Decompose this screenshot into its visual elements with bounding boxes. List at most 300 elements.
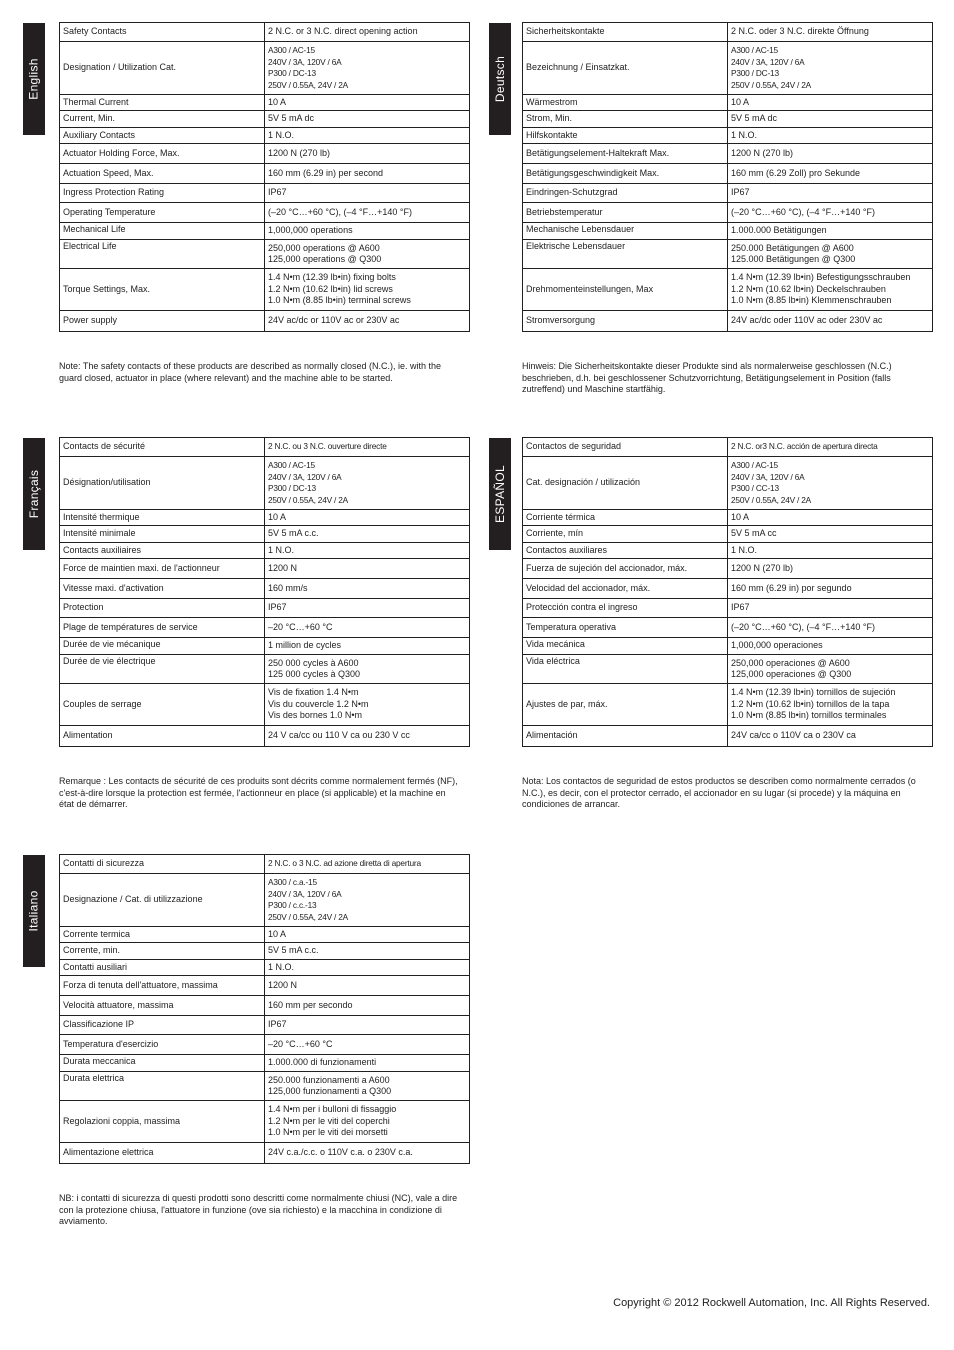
spec-value	[265, 996, 470, 1016]
spec-value-line: 1 N.O.	[268, 961, 295, 972]
spec-value	[265, 874, 470, 927]
table-row	[523, 269, 933, 311]
copyright: Copyright © 2012 Rockwell Automation, Inc. All Rights Reserved.	[613, 1297, 930, 1309]
spec-label: Betriebstemperatur	[523, 203, 728, 223]
spec-value-line: 10 A	[731, 511, 750, 522]
spec-value	[728, 543, 933, 559]
spec-value	[728, 599, 933, 618]
table-row	[523, 599, 933, 618]
spec-label: Couples de serrage	[60, 684, 265, 726]
table-row	[523, 684, 933, 726]
spec-label: Contactos de seguridad	[523, 438, 728, 457]
spec-value-line: Vis des bornes 1.0 N•m	[268, 710, 363, 721]
spec-value	[728, 510, 933, 526]
spec-label: Hilfskontakte	[523, 128, 728, 144]
spec-label: Velocidad del accionador, máx.	[523, 579, 728, 599]
spec-value-line: 125,000 funzionamenti a Q300	[268, 1086, 392, 1096]
spec-label: Vida mecánica	[523, 638, 728, 655]
spec-value-line: 125 000 cycles à Q300	[268, 669, 361, 679]
spec-label: Drehmomenteinstellungen, Max	[523, 269, 728, 311]
spec-value-line: 250V / 0.55A, 24V / 2A	[731, 79, 812, 90]
spec-value	[728, 618, 933, 638]
spec-value-line: 1 N.O.	[268, 129, 295, 140]
spec-value	[265, 1035, 470, 1055]
spec-label: Protección contra el ingreso	[523, 599, 728, 618]
spec-value-line: 160 mm (6.29 in) per second	[268, 167, 384, 178]
spec-table-italiano	[59, 854, 470, 1164]
spec-value-line: Vis du couvercle 1.2 N•m	[268, 698, 369, 709]
spec-value	[728, 128, 933, 144]
spec-value	[728, 579, 933, 599]
spec-label: Betätigungselement-Haltekraft Max.	[523, 144, 728, 164]
spec-value-line: 125,000 operations @ Q300	[268, 254, 382, 264]
spec-value-line: 250.000 Betätigungen @ A600	[731, 242, 854, 253]
spec-table-francais	[59, 437, 470, 747]
spec-value-line: 10 A	[268, 928, 287, 939]
spec-value	[728, 42, 933, 95]
spec-value	[265, 960, 470, 976]
table-row	[523, 23, 933, 42]
spec-value-line: 125.000 Betätigungen @ Q300	[731, 254, 856, 264]
spec-value-line: 2 N.C. o 3 N.C. ad azione diretta di apertura	[268, 858, 421, 869]
spec-value	[265, 543, 470, 559]
spec-value	[728, 144, 933, 164]
spec-label: Temperatura operativa	[523, 618, 728, 638]
spec-value-line: IP67	[268, 1019, 287, 1030]
table-row	[60, 269, 470, 311]
table-row	[60, 976, 470, 996]
spec-label: Wärmestrom	[523, 95, 728, 111]
table-row	[523, 618, 933, 638]
spec-label: Safety Contacts	[60, 23, 265, 42]
spec-value	[265, 128, 470, 144]
note-english: Note: The safety contacts of these products are described as normally closed (N.C.), ie. with the guard closed, actuator in place (where relevant) and the machine able to be started.	[59, 361, 442, 383]
spec-value-line: 1.4 N•m (12.39 lb•in) fixing bolts	[268, 272, 396, 283]
table-row	[60, 996, 470, 1016]
spec-value	[265, 203, 470, 223]
spec-label: Contatti di sicurezza	[60, 855, 265, 874]
spec-label: Alimentazione elettrica	[60, 1143, 265, 1164]
table-row	[523, 726, 933, 747]
spec-value-line: 250 000 cycles à A600	[268, 657, 359, 668]
table-row	[60, 599, 470, 618]
spec-value-line: 240V / 3A, 120V / 6A	[268, 888, 342, 899]
table-row	[60, 559, 470, 579]
spec-value-line: 240V / 3A, 120V / 6A	[268, 471, 342, 482]
spec-label: Forza di tenuta dell'attuatore, massima	[60, 976, 265, 996]
table-row	[523, 526, 933, 543]
spec-label: Corrente termica	[60, 927, 265, 943]
tab-english	[23, 23, 45, 135]
table-row	[60, 1101, 470, 1143]
spec-label: Sicherheitskontakte	[523, 23, 728, 42]
spec-value	[728, 457, 933, 510]
spec-value-line: 1200 N (270 lb)	[731, 562, 794, 573]
spec-value-line: A300 / AC-15	[731, 460, 778, 470]
spec-label: Eindringen-Schutzgrad	[523, 184, 728, 203]
table-row	[523, 543, 933, 559]
table-row	[523, 203, 933, 223]
table-row	[60, 960, 470, 976]
spec-label: Bezeichnung / Einsatzkat.	[523, 42, 728, 95]
table-row	[60, 726, 470, 747]
spec-value-line: 1,000,000 operations	[268, 225, 353, 236]
spec-value-line: 1.000.000 Betätigungen	[731, 225, 827, 236]
spec-value	[728, 559, 933, 579]
spec-value	[265, 438, 470, 457]
spec-table-espanol	[522, 437, 933, 747]
spec-label: Power supply	[60, 311, 265, 332]
spec-value-line: 250.000 funzionamenti a A600	[268, 1074, 390, 1085]
table-row	[523, 128, 933, 144]
spec-value-line: 1200 N	[268, 979, 298, 990]
spec-value	[728, 438, 933, 457]
table-row	[60, 1143, 470, 1164]
table-row	[523, 240, 933, 269]
spec-value	[265, 164, 470, 184]
spec-value	[265, 638, 470, 655]
spec-value-line: 1.4 N•m (12.39 lb•in) Befestigungsschrauben	[731, 272, 911, 283]
spec-value	[728, 111, 933, 128]
spec-value-line: 160 mm per secondo	[268, 999, 353, 1010]
spec-value	[728, 203, 933, 223]
tab-francais	[23, 438, 45, 550]
spec-value-line: IP67	[268, 602, 287, 613]
spec-value-line: 1200 N (270 lb)	[731, 147, 794, 158]
table-row	[60, 95, 470, 111]
spec-label: Torque Settings, Max.	[60, 269, 265, 311]
spec-value	[265, 184, 470, 203]
note-italiano: NB: i contatti di sicurezza di questi prodotti sono descritti come normalmente chiusi (NC), vale a dire con la protezione chiusa, l'attuatore in funzione (ove sia richiesto) e la macchina in condizione di avviamento.	[59, 1193, 458, 1227]
table-row	[523, 638, 933, 655]
spec-value	[265, 726, 470, 747]
spec-label: Velocità attuatore, massima	[60, 996, 265, 1016]
table-row	[60, 638, 470, 655]
spec-value-line: 5V 5 mA c.c.	[268, 528, 319, 539]
table-row	[523, 579, 933, 599]
table-row	[60, 1055, 470, 1072]
tab-label: English	[27, 58, 41, 100]
spec-value-line: –20 °C…+60 °C	[268, 1038, 333, 1049]
tab-deutsch	[489, 23, 511, 135]
spec-value	[728, 95, 933, 111]
spec-value-line: P300 / DC-13	[731, 68, 779, 78]
spec-value-line: 1.000.000 di funzionamenti	[268, 1057, 377, 1068]
table-row	[60, 526, 470, 543]
spec-label: Force de maintien maxi. de l'actionneur	[60, 559, 265, 579]
spec-label: Alimentación	[523, 726, 728, 747]
spec-value	[265, 976, 470, 996]
table-row	[523, 457, 933, 510]
spec-value-line: A300 / c.a.-15	[268, 877, 317, 887]
spec-label: Actuation Speed, Max.	[60, 164, 265, 184]
spec-label: Betätigungsgeschwindigkeit Max.	[523, 164, 728, 184]
spec-value-line: 2 N.C. ou 3 N.C. ouverture directe	[268, 441, 387, 452]
spec-value	[728, 726, 933, 747]
spec-label: Thermal Current	[60, 95, 265, 111]
table-row	[60, 655, 470, 684]
spec-value	[265, 269, 470, 311]
spec-value-line: 240V / 3A, 120V / 6A	[731, 56, 805, 67]
spec-label: Electrical Life	[60, 240, 265, 269]
spec-value-line: 10 A	[268, 511, 287, 522]
spec-value-line: 1.0 N•m (8.85 lb•in) Klemmenschrauben	[731, 295, 892, 306]
table-row	[523, 311, 933, 332]
spec-value-line: 1.2 N•m (10.62 lb•in) tornillos de la tapa	[731, 698, 890, 709]
spec-value	[265, 559, 470, 579]
spec-value-line: 240V / 3A, 120V / 6A	[731, 471, 805, 482]
spec-value-line: 1.4 N•m per i bulloni di fissaggio	[268, 1104, 397, 1115]
spec-value	[265, 1016, 470, 1035]
table-row	[60, 144, 470, 164]
spec-value-line: 24V ac/dc oder 110V ac oder 230V ac	[731, 315, 883, 326]
spec-value-line: 5V 5 mA c.c.	[268, 945, 319, 956]
spec-value-line: 160 mm (6.29 in) por segundo	[731, 582, 852, 593]
spec-value-line: 24V ca/cc o 110V ca o 230V ca	[731, 730, 856, 741]
spec-value	[265, 510, 470, 526]
table-row	[523, 559, 933, 579]
spec-value-line: IP67	[731, 602, 750, 613]
spec-label: Corrente, min.	[60, 943, 265, 960]
spec-value-line: 160 mm (6.29 Zoll) pro Sekunde	[731, 167, 861, 178]
spec-value	[728, 240, 933, 269]
spec-label: Ingress Protection Rating	[60, 184, 265, 203]
table-row	[523, 164, 933, 184]
spec-value-line: P300 / CC-13	[731, 483, 779, 493]
spec-label: Alimentation	[60, 726, 265, 747]
spec-value-line: 24 V ca/cc ou 110 V ca ou 230 V cc	[268, 730, 410, 741]
tab-label: Français	[27, 469, 42, 519]
spec-label: Operating Temperature	[60, 203, 265, 223]
table-row	[60, 223, 470, 240]
spec-label: Temperatura d'esercizio	[60, 1035, 265, 1055]
spec-value	[728, 23, 933, 42]
table-row	[60, 1016, 470, 1035]
spec-value-line: 250V / 0.55A, 24V / 2A	[731, 494, 812, 505]
spec-value-line: A300 / AC-15	[268, 45, 315, 55]
spec-value-line: 5V 5 mA dc	[268, 113, 315, 124]
spec-value-line: 1.2 N•m per le viti del coperchi	[268, 1115, 390, 1126]
spec-value-line: 240V / 3A, 120V / 6A	[268, 56, 342, 67]
spec-label: Regolazioni coppia, massima	[60, 1101, 265, 1143]
spec-value-line: –20 °C…+60 °C	[268, 621, 333, 632]
table-row	[60, 618, 470, 638]
spec-value-line: Vis de fixation 1.4 N•m	[268, 687, 359, 698]
table-row	[60, 510, 470, 526]
tab-label: ESPAÑOL	[493, 465, 507, 523]
spec-value-line: 1 N.O.	[268, 544, 295, 555]
note-francais: Remarque : Les contacts de sécurité de ces produits sont décrits comme normalement fermés (NF), c'est-à-dire lorsque la protection est fermée, l'actionneur en place (si applicable) et la machine en état de démarrer.	[59, 776, 458, 810]
spec-value-line: P300 / DC-13	[268, 68, 316, 78]
spec-value-line: P300 / c.c.-13	[268, 900, 317, 910]
spec-value	[728, 164, 933, 184]
spec-value-line: 1.4 N•m (12.39 lb•in) tornillos de sujeción	[731, 687, 896, 698]
spec-label: Strom, Min.	[523, 111, 728, 128]
table-row	[60, 943, 470, 960]
spec-value	[265, 927, 470, 943]
tab-label: Italiano	[27, 890, 42, 932]
spec-value-line: 160 mm/s	[268, 582, 308, 593]
table-row	[60, 164, 470, 184]
table-row	[60, 240, 470, 269]
spec-label: Classificazione IP	[60, 1016, 265, 1035]
table-row	[523, 95, 933, 111]
spec-value-line: (–20 °C…+60 °C), (–4 °F…+140 °F)	[731, 206, 875, 217]
spec-value	[265, 23, 470, 42]
spec-value	[265, 655, 470, 684]
spec-value-line: 1,000,000 operaciones	[731, 640, 823, 651]
spec-value-line: 1.0 N•m per le viti dei morsetti	[268, 1127, 388, 1138]
spec-label: Ajustes de par, máx.	[523, 684, 728, 726]
table-row	[60, 128, 470, 144]
spec-label: Durée de vie mécanique	[60, 638, 265, 655]
spec-label: Intensité minimale	[60, 526, 265, 543]
table-row	[60, 579, 470, 599]
spec-label: Designazione / Cat. di utilizzazione	[60, 874, 265, 927]
table-row	[60, 311, 470, 332]
spec-value-line: P300 / DC-13	[268, 483, 316, 493]
spec-label: Mechanical Life	[60, 223, 265, 240]
table-row	[60, 457, 470, 510]
tab-italiano	[23, 855, 45, 967]
table-row	[60, 184, 470, 203]
spec-label: Elektrische Lebensdauer	[523, 240, 728, 269]
spec-value	[265, 1072, 470, 1101]
spec-value-line: 1 N.O.	[731, 544, 758, 555]
spec-table-deutsch	[522, 22, 933, 332]
spec-label: Fuerza de sujeción del accionador, máx.	[523, 559, 728, 579]
spec-label: Durata elettrica	[60, 1072, 265, 1101]
table-row	[523, 42, 933, 95]
spec-value-line: (–20 °C…+60 °C), (–4 °F…+140 °F)	[731, 621, 875, 632]
spec-value-line: 250,000 operaciones @ A600	[731, 657, 850, 668]
table-row	[60, 438, 470, 457]
spec-value-line: 1200 N	[268, 562, 298, 573]
spec-value	[265, 684, 470, 726]
spec-value	[728, 184, 933, 203]
spec-value-line: 1.0 N•m (8.85 lb•in) terminal screws	[268, 295, 411, 306]
spec-value-line: IP67	[268, 187, 287, 198]
table-row	[60, 927, 470, 943]
spec-label: Plage de températures de service	[60, 618, 265, 638]
spec-value	[728, 223, 933, 240]
spec-value-line: 1.2 N•m (10.62 lb•in) Deckelschrauben	[731, 283, 886, 294]
table-row	[60, 203, 470, 223]
spec-label: Durata meccanica	[60, 1055, 265, 1072]
spec-label: Durée de vie électrique	[60, 655, 265, 684]
table-row	[523, 184, 933, 203]
spec-value	[265, 457, 470, 510]
table-row	[523, 655, 933, 684]
spec-value	[265, 311, 470, 332]
tab-label: Deutsch	[493, 55, 507, 103]
spec-label: Stromversorgung	[523, 311, 728, 332]
spec-value	[265, 1143, 470, 1164]
spec-label: Corriente térmica	[523, 510, 728, 526]
spec-value-line: 250,000 operations @ A600	[268, 242, 380, 253]
spec-value	[265, 579, 470, 599]
spec-value-line: 10 A	[268, 96, 287, 107]
spec-value	[265, 1055, 470, 1072]
spec-label: Corriente, mín	[523, 526, 728, 543]
table-row	[60, 1035, 470, 1055]
spec-value	[265, 240, 470, 269]
spec-value-line: 10 A	[731, 96, 750, 107]
spec-value-line: 250V / 0.55A, 24V / 2A	[268, 911, 349, 922]
spec-label: Vitesse maxi. d'activation	[60, 579, 265, 599]
table-row	[60, 111, 470, 128]
spec-value	[265, 95, 470, 111]
spec-value	[265, 111, 470, 128]
spec-label: Contacts de sécurité	[60, 438, 265, 457]
spec-label: Current, Min.	[60, 111, 265, 128]
table-row	[60, 684, 470, 726]
spec-label: Désignation/utilisation	[60, 457, 265, 510]
table-row	[60, 874, 470, 927]
spec-value-line: (–20 °C…+60 °C), (–4 °F…+140 °F)	[268, 206, 412, 217]
spec-value-line: 24V c.a./c.c. o 110V c.a. o 230V c.a.	[268, 1147, 413, 1158]
spec-value-line: 5V 5 mA dc	[731, 113, 778, 124]
spec-value-line: 2 N.C. or 3 N.C. direct opening action	[268, 26, 418, 37]
spec-value	[265, 144, 470, 164]
table-row	[523, 510, 933, 526]
spec-value-line: 1.2 N•m (10.62 lb•in) lid screws	[268, 283, 393, 294]
note-espanol: Nota: Los contactos de seguridad de estos productos se describen como normalmente cerrados (o N.C.), es decir, con el protector cerrado, el accionador en su lugar (si procede) y la máquina en condiciones de arrancar.	[522, 776, 916, 810]
spec-value-line: IP67	[731, 187, 750, 198]
spec-value	[265, 526, 470, 543]
table-row	[523, 144, 933, 164]
spec-value-line: 5V 5 mA cc	[731, 528, 777, 539]
spec-value	[265, 42, 470, 95]
spec-value	[728, 655, 933, 684]
spec-label: Auxiliary Contacts	[60, 128, 265, 144]
spec-value-line: 1 N.O.	[731, 129, 758, 140]
spec-label: Mechanische Lebensdauer	[523, 223, 728, 240]
spec-value-line: 1 million de cycles	[268, 640, 342, 651]
spec-label: Actuator Holding Force, Max.	[60, 144, 265, 164]
note-deutsch: Hinweis: Die Sicherheitskontakte dieser Produkte sind als normalerweise geschlossen (N.C.) beschrieben, d.h. bei geschlossener Schutzvorrichtung, Betätigungselement in Position (falls zutreffend) und Maschine startfähig.	[522, 361, 892, 395]
spec-label: Designation / Utilization Cat.	[60, 42, 265, 95]
spec-value	[728, 526, 933, 543]
spec-value-line: 2 N.C. oder 3 N.C. direkte Öffnung	[731, 26, 869, 37]
spec-value-line: A300 / AC-15	[731, 45, 778, 55]
spec-value	[265, 618, 470, 638]
spec-value-line: 2 N.C. or3 N.C. acción de apertura directa	[731, 441, 878, 452]
table-row	[60, 42, 470, 95]
spec-label: Contatti ausiliari	[60, 960, 265, 976]
spec-label: Protection	[60, 599, 265, 618]
spec-value	[265, 223, 470, 240]
spec-value	[265, 599, 470, 618]
tab-espanol	[489, 438, 511, 550]
table-row	[60, 1072, 470, 1101]
spec-value-line: 1200 N (270 lb)	[268, 147, 331, 158]
table-row	[60, 855, 470, 874]
spec-value	[728, 684, 933, 726]
table-row	[523, 438, 933, 457]
table-row	[523, 111, 933, 128]
spec-value-line: A300 / AC-15	[268, 460, 315, 470]
table-row	[60, 23, 470, 42]
spec-value	[265, 855, 470, 874]
spec-value	[265, 1101, 470, 1143]
spec-value	[728, 638, 933, 655]
spec-label: Vida eléctrica	[523, 655, 728, 684]
spec-label: Contacts auxiliaires	[60, 543, 265, 559]
table-row	[523, 223, 933, 240]
spec-value-line: 24V ac/dc or 110V ac or 230V ac	[268, 315, 400, 326]
spec-table-english	[59, 22, 470, 332]
